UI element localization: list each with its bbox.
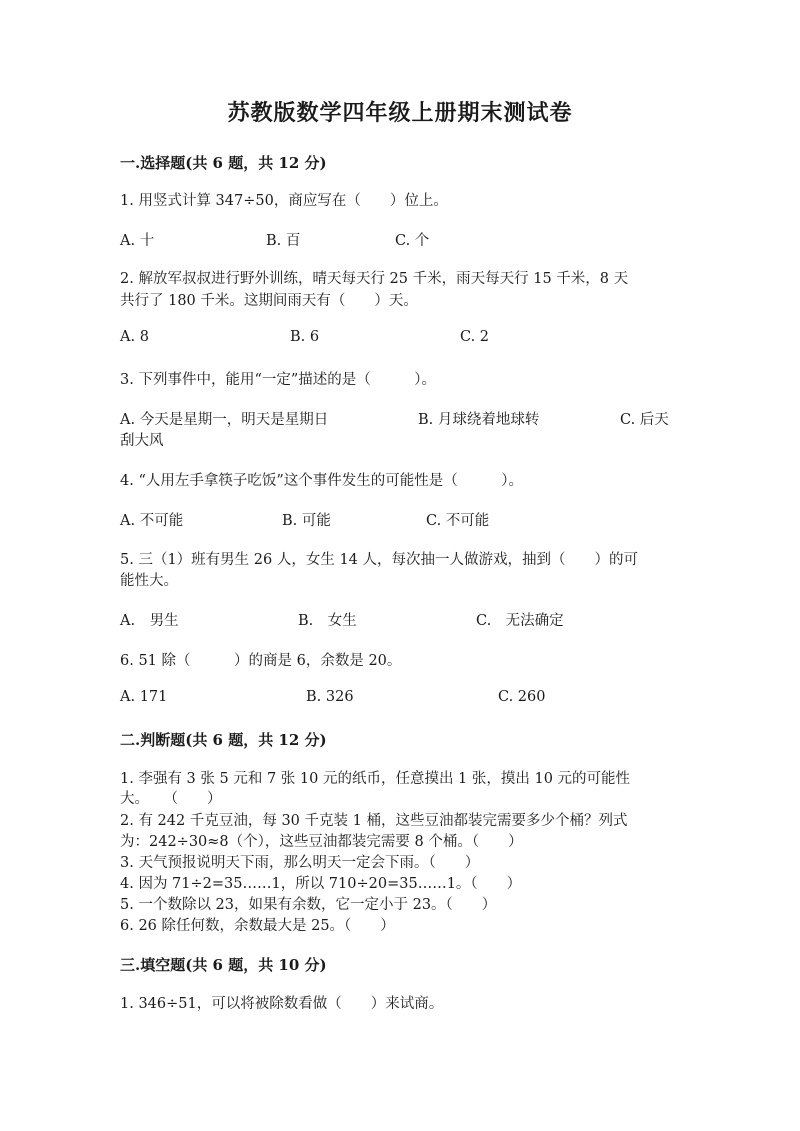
option-b: B. 百 <box>266 233 301 249</box>
question-text: 3. 下列事件中，能用“一定”描述的是（ ）。 <box>120 372 437 388</box>
question-text: 6. 51 除（ ）的商是 6，余数是 20。 <box>120 653 402 669</box>
option-a: A. 今天是星期一，明天是星期日 <box>120 412 329 428</box>
option-a: A. 男生 <box>120 613 179 629</box>
question-text: 5. 三（1）班有男生 26 人，女生 14 人，每次抽一人做游戏，抽到（ ）的可 <box>120 552 639 568</box>
option-c-continued: 刮大风 <box>120 433 164 449</box>
question-text: 1. 用竖式计算 347÷50，商应写在（ ）位上。 <box>120 193 448 209</box>
judge-item-continued: 为：242÷30≈8（个），这些豆油都装完需要 8 个桶。（ ） <box>120 834 523 850</box>
question-text-continued: 共行了 180 千米。这期间雨天有（ ）天。 <box>120 293 418 309</box>
option-c: C. 后天 <box>620 412 669 428</box>
option-b: B. 女生 <box>298 613 357 629</box>
section-heading-judge: 二.判断题(共 6 题，共 12 分) <box>120 731 327 749</box>
question-text: 2. 解放军叔叔进行野外训练，晴天每天行 25 千米，雨天每天行 15 千米，8 天 <box>120 271 629 287</box>
judge-item: 5. 一个数除以 23，如果有余数，它一定小于 23。（ ） <box>120 897 497 913</box>
judge-item: 3. 天气预报说明天下雨，那么明天一定会下雨。（ ） <box>120 855 480 871</box>
option-c: C. 无法确定 <box>476 613 564 629</box>
judge-item: 4. 因为 71÷2=35……1，所以 710÷20=35……1。（ ） <box>120 876 522 892</box>
option-a: A. 十 <box>120 233 155 249</box>
section-heading-choice: 一.选择题(共 6 题，共 12 分) <box>120 154 327 172</box>
judge-item-continued: 大。 （ ） <box>120 791 222 807</box>
fill-item: 1. 346÷51，可以将被除数看做（ ）来试商。 <box>120 996 444 1012</box>
judge-item: 2. 有 242 千克豆油，每 30 千克装 1 桶，这些豆油都装完需要多少个桶？列式 <box>120 813 628 829</box>
option-a: A. 8 <box>120 329 149 345</box>
judge-item: 6. 26 除任何数，余数最大是 25。（ ） <box>120 918 395 934</box>
page-title: 苏教版数学四年级上册期末测试卷 <box>227 100 573 126</box>
option-c: C. 不可能 <box>426 513 490 529</box>
option-a: A. 171 <box>120 689 168 705</box>
option-c: C. 个 <box>395 233 430 249</box>
option-b: B. 可能 <box>282 513 331 529</box>
option-c: C. 260 <box>498 689 546 705</box>
option-a: A. 不可能 <box>120 513 184 529</box>
option-b: B. 326 <box>306 689 354 705</box>
option-b: B. 6 <box>290 329 320 345</box>
option-b: B. 月球绕着地球转 <box>418 412 540 428</box>
judge-item: 1. 李强有 3 张 5 元和 7 张 10 元的纸币，任意摸出 1 张，摸出 10 元的可能性 <box>120 771 631 787</box>
section-heading-fill: 三.填空题(共 6 题，共 10 分) <box>120 956 327 974</box>
question-text-continued: 能性大。 <box>120 573 178 589</box>
option-c: C. 2 <box>460 329 490 345</box>
question-text: 4. “人用左手拿筷子吃饭”这个事件发生的可能性是（ ）。 <box>120 473 524 489</box>
